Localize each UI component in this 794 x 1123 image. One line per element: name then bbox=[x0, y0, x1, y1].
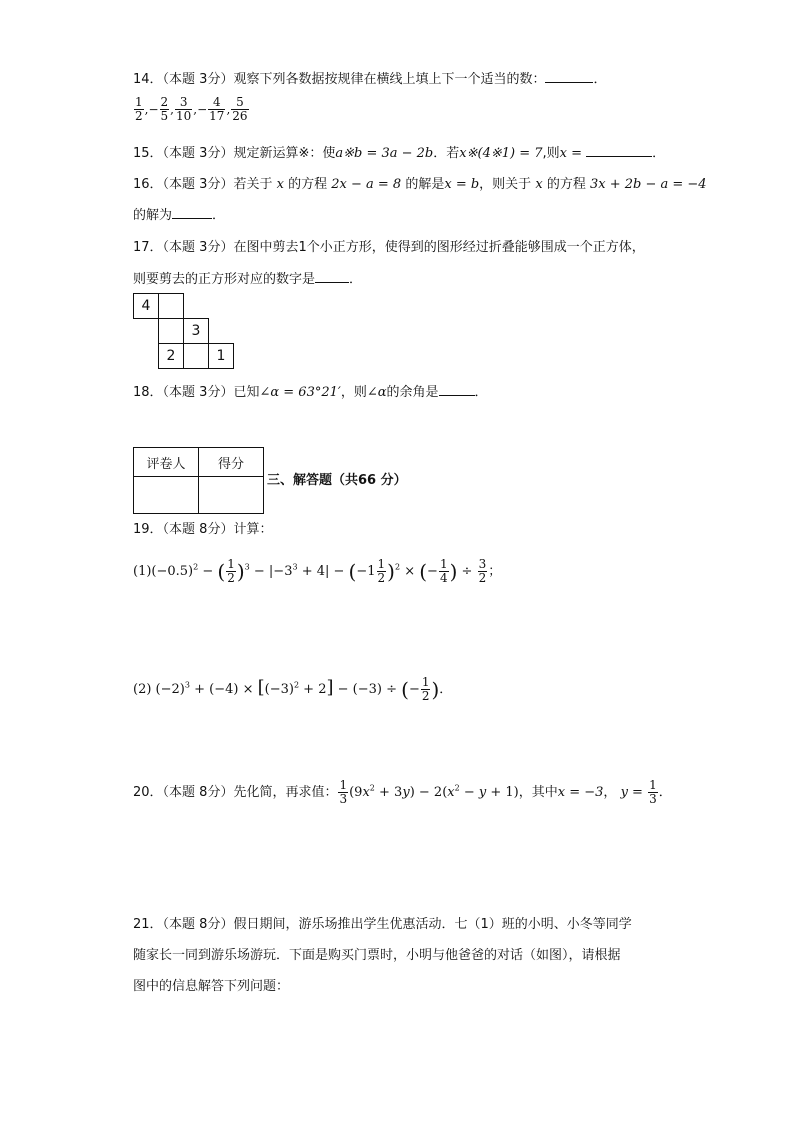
question-text: 规定新运算※：使 bbox=[233, 146, 336, 161]
given-angle: ∠α = 63°21′ bbox=[259, 385, 341, 400]
text: 假日期间，游乐场推出学生优惠活动．七（1）班的小明、小冬等同学 bbox=[233, 917, 632, 932]
question-number: 20． bbox=[133, 785, 163, 800]
variable: x bbox=[276, 177, 284, 192]
question-meta: （本题 8分） bbox=[162, 522, 234, 537]
text: 的解是 bbox=[405, 177, 445, 192]
question-14 bbox=[133, 68, 606, 87]
period: ． bbox=[593, 72, 607, 87]
variable: x = bbox=[559, 146, 583, 161]
net-cell-3: 3 bbox=[184, 319, 209, 344]
question-text: 观察下列各数据按规律在横线上填上下一个适当的数： bbox=[233, 72, 546, 87]
text: ,则 bbox=[542, 146, 560, 161]
question-15 bbox=[133, 142, 665, 161]
period: ． bbox=[474, 385, 488, 400]
comma: , bbox=[170, 102, 174, 117]
question-meta: （本题 3分） bbox=[162, 240, 234, 255]
net-cell bbox=[159, 319, 184, 344]
text: 先化简，再求值： bbox=[233, 785, 338, 800]
answer-blank bbox=[545, 70, 593, 83]
text: 若关于 bbox=[233, 177, 273, 192]
section-title: 三、解答题（共66 分） bbox=[267, 473, 407, 488]
text: 则要剪去的正方形对应的数字是 bbox=[133, 272, 316, 287]
sequence-term-5: $\frac{5}{26}$ bbox=[232, 95, 248, 123]
sign: − bbox=[148, 102, 159, 117]
score-cell[interactable] bbox=[199, 477, 264, 514]
sequence bbox=[133, 96, 250, 123]
net-cell bbox=[184, 344, 209, 369]
sequence-term-4: $\frac{4}{17}$ bbox=[209, 95, 225, 123]
question-21-line3: 图中的信息解答下列问题： bbox=[133, 979, 290, 994]
text: 的余角是 bbox=[386, 385, 439, 400]
question-meta: （本题 3分） bbox=[162, 177, 234, 192]
text: 计算： bbox=[233, 522, 273, 537]
answer-blank bbox=[315, 270, 349, 283]
period: ． bbox=[349, 272, 363, 287]
question-19-part-1: $(1)(-0.5)^2$ − ( $\frac{1}{2}$ )$^3 - |-3^3 + 4| - (-1$ $\frac{1}{2}$ )$^2$ × (− $\frac{1}{4}$ ) ÷ $\frac{3}{2}$ ； bbox=[133, 557, 502, 585]
question-meta: （本题 3分） bbox=[162, 385, 234, 400]
sequence-term-1: $\frac{1}{2}$ bbox=[135, 95, 143, 123]
equation-1: 2x − a = 8 bbox=[331, 177, 402, 192]
text: ． bbox=[658, 785, 672, 800]
period: ． bbox=[212, 208, 226, 223]
grader-header: 评卷人 bbox=[134, 448, 199, 477]
text: 已知 bbox=[233, 385, 260, 400]
comma: , bbox=[193, 102, 198, 117]
x-value: x = −3 bbox=[557, 785, 604, 800]
text: 在图中剪去1个小正方形，使得到的图形经过折叠能够围成一个正方体， bbox=[233, 240, 645, 255]
question-meta: （本题 8分） bbox=[162, 917, 234, 932]
question-number: 21． bbox=[133, 917, 163, 932]
operation-rule: a※b = 3a − 2b bbox=[335, 146, 434, 161]
text: 的方程 bbox=[546, 177, 586, 192]
question-17 bbox=[133, 236, 645, 255]
answer-blank bbox=[586, 144, 652, 157]
cube-net-figure bbox=[133, 293, 234, 369]
question-number: 16． bbox=[133, 177, 163, 192]
question-21-line2: 随家长一同到游乐场游玩．下面是购买门票时，小明与他爸爸的对话（如图），请根据 bbox=[133, 948, 621, 963]
part-label: (1) bbox=[133, 564, 152, 579]
question-20: 20．（本题 8分）先化简，再求值： $\frac{1}{3}$ $(9x^2 + 3y) - 2(x^2 - y + 1)$，其中x = −3， y = $\frac{1}{3}$ ． bbox=[133, 778, 672, 806]
question-18 bbox=[133, 381, 488, 400]
question-meta: （本题 3分） bbox=[162, 146, 234, 161]
grader-cell[interactable] bbox=[134, 477, 199, 514]
text: 的解为 bbox=[133, 208, 173, 223]
question-number: 17． bbox=[133, 240, 163, 255]
question-19-part-2: (2) $(-2)^3 + (-4) \times [(-3)^2 + 2] - (-3)$ ÷ (− $\frac{1}{2}$ )． bbox=[133, 675, 453, 703]
question-17-line2 bbox=[133, 268, 362, 287]
question-meta: （本题 3分） bbox=[162, 72, 234, 87]
solution: x = b bbox=[444, 177, 480, 192]
comma: , bbox=[226, 102, 231, 117]
question-21 bbox=[133, 913, 632, 932]
variable: x bbox=[535, 177, 543, 192]
question-number: 19． bbox=[133, 522, 163, 537]
question-16 bbox=[133, 173, 707, 192]
answer-blank bbox=[172, 206, 212, 219]
net-cell bbox=[159, 294, 184, 319]
text: ， bbox=[603, 785, 617, 800]
text: 的方程 bbox=[288, 177, 328, 192]
question-16-line2 bbox=[133, 204, 225, 223]
net-cell-2: 2 bbox=[159, 344, 184, 369]
period: ． bbox=[652, 146, 666, 161]
score-header: 得分 bbox=[199, 448, 264, 477]
text: ，则关于 bbox=[479, 177, 532, 192]
answer-blank bbox=[439, 383, 475, 396]
equation-2: 3x + 2b − a = −4 bbox=[589, 177, 707, 192]
question-number: 15． bbox=[133, 146, 163, 161]
text: ． bbox=[439, 682, 453, 697]
question-meta: （本题 8分） bbox=[162, 785, 234, 800]
angle: ∠α bbox=[366, 385, 387, 400]
part-label: (2) bbox=[133, 682, 152, 697]
sequence-term-3: $\frac{3}{10}$ bbox=[176, 95, 192, 123]
y-value: y = bbox=[620, 785, 643, 800]
sequence-term-2: $\frac{2}{5}$ bbox=[160, 95, 169, 123]
sign: − bbox=[197, 102, 208, 117]
text: ．若 bbox=[433, 146, 460, 161]
text: ，则 bbox=[340, 385, 367, 400]
question-19 bbox=[133, 518, 272, 537]
text: ，其中 bbox=[518, 785, 558, 800]
text: ； bbox=[488, 564, 502, 579]
question-number: 18． bbox=[133, 385, 163, 400]
question-number: 14． bbox=[133, 72, 163, 87]
comma: , bbox=[144, 102, 149, 117]
condition: x※(4※1) = 7 bbox=[459, 146, 543, 161]
net-cell-1: 1 bbox=[209, 344, 234, 369]
score-table bbox=[133, 447, 264, 514]
net-cell-4: 4 bbox=[134, 294, 159, 319]
